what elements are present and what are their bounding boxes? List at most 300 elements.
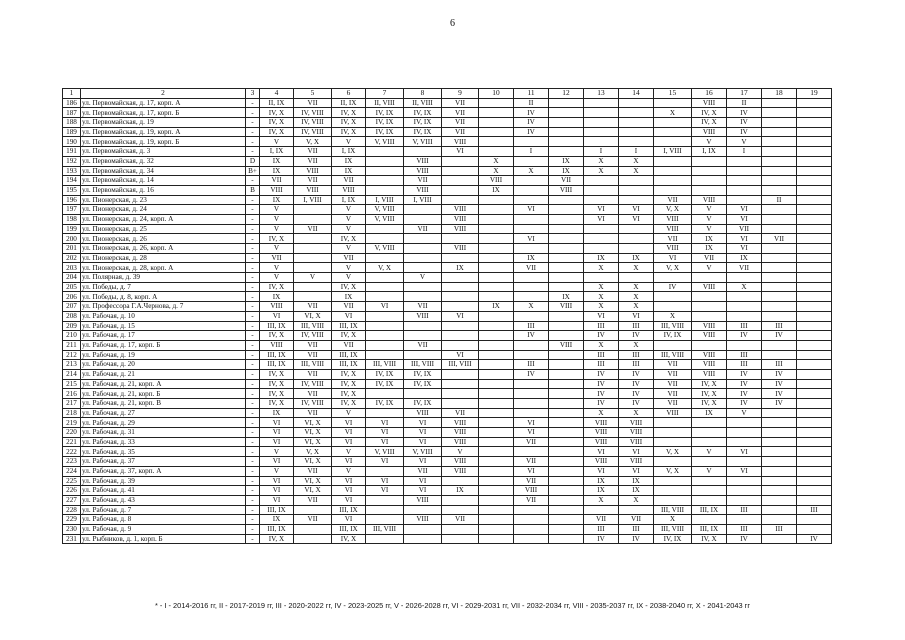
schedule-cell (654, 127, 692, 137)
schedule-cell (442, 156, 479, 166)
schedule-cell: VIII (692, 369, 727, 379)
row-number: 195 (63, 185, 81, 195)
schedule-cell: III, IX (260, 505, 294, 515)
schedule-cell (514, 534, 549, 544)
schedule-cell (797, 379, 832, 389)
schedule-cell (797, 282, 832, 292)
schedule-cell: III (727, 360, 762, 370)
schedule-cell: VII (584, 515, 619, 525)
schedule-cell (762, 495, 797, 505)
address-cell: ул. Пионерская, д. 25 (81, 224, 246, 234)
row-number: 186 (63, 98, 81, 108)
schedule-cell: V (260, 263, 294, 273)
schedule-cell: III, VIII (654, 350, 692, 360)
schedule-cell: IV, X (260, 399, 294, 409)
schedule-cell (294, 214, 332, 224)
schedule-cell: IV, X (692, 534, 727, 544)
schedule-cell: VII (549, 176, 584, 186)
schedule-cell: V, VIII (366, 214, 404, 224)
address-cell: ул. Рабочая, д. 19 (81, 350, 246, 360)
schedule-cell: - (246, 292, 260, 302)
schedule-cell: VI (619, 466, 654, 476)
schedule-cell: VI (442, 311, 479, 321)
schedule-cell: VII (654, 369, 692, 379)
schedule-cell: III, VIII (366, 360, 404, 370)
table-row (63, 98, 832, 108)
schedule-cell: V (332, 137, 366, 147)
schedule-cell: VI (404, 437, 442, 447)
schedule-cell: VII (332, 176, 366, 186)
schedule-cell: X (584, 166, 619, 176)
schedule-cell (549, 418, 584, 428)
table-row (63, 476, 832, 486)
schedule-cell: VI (260, 428, 294, 438)
schedule-cell: IV, X (332, 399, 366, 409)
schedule-cell (762, 263, 797, 273)
schedule-cell (797, 147, 832, 157)
schedule-cell (619, 137, 654, 147)
row-number: 222 (63, 447, 81, 457)
schedule-cell (692, 156, 727, 166)
schedule-cell: - (246, 340, 260, 350)
schedule-cell (549, 273, 584, 283)
schedule-cell: III (727, 524, 762, 534)
schedule-cell: VI (260, 495, 294, 505)
schedule-cell (692, 476, 727, 486)
schedule-cell (762, 534, 797, 544)
schedule-cell (549, 127, 584, 137)
schedule-cell: VII (442, 408, 479, 418)
schedule-cell: VIII (654, 224, 692, 234)
schedule-cell (727, 437, 762, 447)
schedule-cell: IX (584, 486, 619, 496)
table-row (63, 360, 832, 370)
schedule-cell: - (246, 147, 260, 157)
schedule-cell (727, 156, 762, 166)
address-cell: ул. Рабочая, д. 33 (81, 437, 246, 447)
schedule-cell: V, X (294, 447, 332, 457)
schedule-cell: VI (366, 302, 404, 312)
schedule-cell: IV (797, 534, 832, 544)
schedule-cell: VIII (442, 466, 479, 476)
schedule-cell: IV (654, 282, 692, 292)
schedule-cell: - (246, 495, 260, 505)
schedule-cell (514, 515, 549, 525)
address-cell: ул. Первомайская, д. 3 (81, 147, 246, 157)
schedule-cell: VI (366, 476, 404, 486)
address-cell: ул. Рабочая, д. 29 (81, 418, 246, 428)
schedule-cell: IV (619, 534, 654, 544)
schedule-cell (514, 156, 549, 166)
table-row (63, 408, 832, 418)
schedule-cell: VII (654, 195, 692, 205)
schedule-cell (692, 428, 727, 438)
schedule-cell: IV, X (332, 369, 366, 379)
table-row (63, 263, 832, 273)
row-number: 202 (63, 253, 81, 263)
address-cell: ул. Рабочая, д. 37 (81, 457, 246, 467)
schedule-cell (549, 379, 584, 389)
schedule-cell: VIII (549, 340, 584, 350)
schedule-cell: III (619, 360, 654, 370)
row-number: 196 (63, 195, 81, 205)
schedule-cell (514, 340, 549, 350)
schedule-cell: I, VIII (404, 195, 442, 205)
schedule-cell: VIII (260, 185, 294, 195)
schedule-cell: X (619, 166, 654, 176)
schedule-cell: IV, IX (404, 369, 442, 379)
schedule-cell: III, IX (260, 321, 294, 331)
schedule-cell: X (619, 495, 654, 505)
schedule-cell (479, 118, 514, 128)
schedule-cell: - (246, 515, 260, 525)
schedule-cell: IV (584, 369, 619, 379)
address-cell: ул. Рабочая, д. 43 (81, 495, 246, 505)
schedule-cell: VIII (692, 331, 727, 341)
schedule-cell: V (442, 447, 479, 457)
schedule-cell (479, 282, 514, 292)
schedule-cell: IX (260, 292, 294, 302)
schedule-cell: VII (332, 302, 366, 312)
table-row (63, 214, 832, 224)
schedule-cell: X (619, 282, 654, 292)
schedule-cell: IV, X (332, 331, 366, 341)
row-number: 192 (63, 156, 81, 166)
schedule-cell: V (727, 408, 762, 418)
schedule-cell: III, IX (260, 524, 294, 534)
schedule-cell: V (332, 244, 366, 254)
schedule-cell: - (246, 408, 260, 418)
header-cell: 5 (294, 89, 332, 99)
schedule-cell (549, 534, 584, 544)
schedule-cell (762, 166, 797, 176)
schedule-cell (549, 466, 584, 476)
schedule-cell: VI (619, 214, 654, 224)
schedule-cell (366, 321, 404, 331)
schedule-cell (404, 282, 442, 292)
table-row (63, 437, 832, 447)
schedule-cell (404, 214, 442, 224)
schedule-cell: VII (654, 389, 692, 399)
schedule-cell: VII (762, 234, 797, 244)
schedule-cell: IV, IX (654, 534, 692, 544)
schedule-cell (762, 486, 797, 496)
address-cell: ул. Рабочая, д. 20 (81, 360, 246, 370)
schedule-cell: III, IX (692, 524, 727, 534)
address-cell: ул. Рабочая, д. 21, корп. Б (81, 389, 246, 399)
schedule-cell: X (584, 495, 619, 505)
address-cell: ул. Рабочая, д. 21, корп. А (81, 379, 246, 389)
schedule-cell (762, 302, 797, 312)
schedule-cell (294, 263, 332, 273)
schedule-cell: IX (584, 253, 619, 263)
schedule-cell: IV, X (260, 234, 294, 244)
schedule-cell: VIII (619, 428, 654, 438)
schedule-cell: IV, X (260, 369, 294, 379)
schedule-cell: VIII (404, 166, 442, 176)
address-cell: ул. Рабочая, д. 31 (81, 428, 246, 438)
schedule-cell: X (584, 156, 619, 166)
schedule-cell: VI (584, 311, 619, 321)
row-number: 211 (63, 340, 81, 350)
schedule-cell: IV (762, 389, 797, 399)
schedule-cell: IV, IX (654, 331, 692, 341)
schedule-cell: VI (727, 214, 762, 224)
schedule-cell: IV, IX (366, 369, 404, 379)
schedule-cell (797, 418, 832, 428)
schedule-cell (479, 331, 514, 341)
schedule-cell: II, VIII (366, 98, 404, 108)
address-cell: ул. Пионерская, д. 28, корп. А (81, 263, 246, 273)
schedule-cell: III, IX (332, 360, 366, 370)
schedule-cell (584, 505, 619, 515)
schedule-cell (797, 457, 832, 467)
schedule-cell: IV (514, 369, 549, 379)
schedule-cell (762, 447, 797, 457)
schedule-cell (549, 331, 584, 341)
table-row (63, 127, 832, 137)
address-cell: ул. Первомайская, д. 19, корп. Б (81, 137, 246, 147)
schedule-cell: III (584, 524, 619, 534)
schedule-cell (514, 273, 549, 283)
schedule-cell (797, 428, 832, 438)
schedule-cell (762, 505, 797, 515)
schedule-cell (727, 166, 762, 176)
schedule-cell: VI (332, 418, 366, 428)
schedule-cell: IX (260, 195, 294, 205)
schedule-cell (762, 273, 797, 283)
schedule-cell (797, 137, 832, 147)
schedule-cell: V (727, 137, 762, 147)
schedule-cell (479, 524, 514, 534)
header-cell: 17 (727, 89, 762, 99)
schedule-cell (797, 205, 832, 215)
schedule-cell (654, 302, 692, 312)
schedule-cell (654, 98, 692, 108)
schedule-cell: VI (727, 447, 762, 457)
period-legend-footnote: * - I - 2014-2016 гг, II - 2017-2019 гг, III - 2020-2022 гг, IV - 2023-2025 гг, V - 2026-2028 гг, VI - 2029-2031 гг, VII - 2032-2034 гг, VIII - 2035-2037 гг, IX - 2038-2040 гг, X - 2041-2043 гг (154, 601, 751, 610)
schedule-cell (479, 369, 514, 379)
schedule-cell (654, 486, 692, 496)
schedule-cell (619, 98, 654, 108)
schedule-cell: V (260, 447, 294, 457)
schedule-cell: III, VIII (654, 524, 692, 534)
schedule-cell (479, 408, 514, 418)
schedule-cell (762, 156, 797, 166)
schedule-cell: VI (366, 428, 404, 438)
schedule-cell: - (246, 524, 260, 534)
schedule-cell: IV, X (332, 108, 366, 118)
address-cell: ул. Рабочая, д. 10 (81, 311, 246, 321)
schedule-cell (366, 234, 404, 244)
schedule-cell: VIII (692, 350, 727, 360)
schedule-cell (366, 253, 404, 263)
schedule-cell (514, 244, 549, 254)
schedule-cell: IX (584, 476, 619, 486)
schedule-cell: - (246, 282, 260, 292)
schedule-cell (366, 340, 404, 350)
schedule-cell: IV (762, 369, 797, 379)
row-number: 206 (63, 292, 81, 302)
schedule-cell (584, 176, 619, 186)
schedule-cell: VI (260, 476, 294, 486)
table-row (63, 486, 832, 496)
schedule-cell: VIII (332, 185, 366, 195)
schedule-cell: V (332, 447, 366, 457)
schedule-cell (514, 195, 549, 205)
schedule-cell: - (246, 437, 260, 447)
schedule-cell: VII (294, 302, 332, 312)
schedule-cell (479, 214, 514, 224)
schedule-cell: V (260, 224, 294, 234)
schedule-cell (404, 205, 442, 215)
header-cell: 11 (514, 89, 549, 99)
schedule-cell (366, 331, 404, 341)
schedule-cell (797, 437, 832, 447)
schedule-cell (366, 156, 404, 166)
schedule-cell (514, 408, 549, 418)
schedule-cell (366, 495, 404, 505)
schedule-cell: V (332, 224, 366, 234)
schedule-cell: II, IX (332, 98, 366, 108)
schedule-cell (797, 273, 832, 283)
schedule-cell: I, IX (332, 147, 366, 157)
schedule-cell: IX (692, 234, 727, 244)
schedule-cell (366, 282, 404, 292)
schedule-cell: III, IX (332, 350, 366, 360)
schedule-cell (727, 195, 762, 205)
schedule-cell (762, 127, 797, 137)
schedule-cell (442, 534, 479, 544)
schedule-cell: IV, IX (404, 399, 442, 409)
schedule-cell (366, 147, 404, 157)
schedule-cell (797, 224, 832, 234)
schedule-cell (797, 476, 832, 486)
table-row (63, 282, 832, 292)
schedule-cell: I (727, 147, 762, 157)
table-row (63, 466, 832, 476)
schedule-cell: VI (584, 214, 619, 224)
schedule-cell: IV (619, 369, 654, 379)
table-row (63, 379, 832, 389)
schedule-cell (762, 437, 797, 447)
schedule-cell: IV, X (692, 389, 727, 399)
schedule-cell: VIII (294, 166, 332, 176)
schedule-cell: VII (294, 495, 332, 505)
row-number: 218 (63, 408, 81, 418)
schedule-cell: IX (260, 408, 294, 418)
schedule-cell: VII (654, 379, 692, 389)
schedule-cell (479, 108, 514, 118)
schedule-cell (762, 118, 797, 128)
schedule-cell: III (797, 505, 832, 515)
schedule-cell: X (584, 282, 619, 292)
schedule-cell: III (727, 321, 762, 331)
schedule-cell: III, IX (332, 524, 366, 534)
header-cell: 19 (797, 89, 832, 99)
schedule-cell: VII (294, 515, 332, 525)
schedule-cell (479, 534, 514, 544)
schedule-cell: VII (294, 147, 332, 157)
schedule-cell: III, IX (332, 321, 366, 331)
schedule-cell (479, 98, 514, 108)
schedule-cell: IX (332, 156, 366, 166)
schedule-cell: VII (294, 389, 332, 399)
address-cell: ул. Первомайская, д. 14 (81, 176, 246, 186)
row-number: 199 (63, 224, 81, 234)
schedule-cell: II, IX (260, 98, 294, 108)
schedule-cell: IX (692, 408, 727, 418)
schedule-cell: VI, X (294, 311, 332, 321)
schedule-cell (514, 389, 549, 399)
schedule-cell: IV (619, 399, 654, 409)
schedule-cell: III (619, 321, 654, 331)
schedule-cell (442, 273, 479, 283)
schedule-cell: - (246, 98, 260, 108)
schedule-cell (404, 263, 442, 273)
schedule-cell: V, X (654, 205, 692, 215)
schedule-cell: B+ (246, 166, 260, 176)
schedule-cell: X (514, 302, 549, 312)
schedule-cell (479, 466, 514, 476)
schedule-cell (797, 108, 832, 118)
address-cell: ул. Полярная, д. 39 (81, 273, 246, 283)
row-number: 190 (63, 137, 81, 147)
schedule-cell (479, 379, 514, 389)
schedule-cell: V (404, 273, 442, 283)
schedule-cell (479, 244, 514, 254)
table-row (63, 176, 832, 186)
schedule-cell (549, 195, 584, 205)
schedule-cell: - (246, 321, 260, 331)
schedule-cell (404, 389, 442, 399)
address-cell: ул. Рабочая, д. 21 (81, 369, 246, 379)
schedule-cell: V, X (366, 263, 404, 273)
schedule-cell (366, 311, 404, 321)
schedule-cell: IV, IX (366, 379, 404, 389)
schedule-cell (797, 263, 832, 273)
schedule-cell (366, 224, 404, 234)
schedule-cell: X (479, 156, 514, 166)
schedule-cell: IV (727, 534, 762, 544)
address-cell: ул. Первомайская, д. 17, корп. А (81, 98, 246, 108)
schedule-cell (727, 495, 762, 505)
schedule-cell (797, 321, 832, 331)
schedule-cell: X (584, 292, 619, 302)
header-cell: 9 (442, 89, 479, 99)
schedule-cell (692, 292, 727, 302)
table-row (63, 321, 832, 331)
row-number: 212 (63, 350, 81, 360)
schedule-cell: VI (366, 486, 404, 496)
schedule-cell (654, 428, 692, 438)
header-cell: 3 (246, 89, 260, 99)
schedule-cell (404, 331, 442, 341)
schedule-cell: VIII (442, 137, 479, 147)
schedule-cell: IV (584, 379, 619, 389)
schedule-cell: III (584, 350, 619, 360)
address-cell: ул. Победы, д. 7 (81, 282, 246, 292)
schedule-cell: V (294, 273, 332, 283)
schedule-cell: VIII (404, 311, 442, 321)
schedule-cell: IV, X (332, 379, 366, 389)
address-cell: ул. Рабочая, д. 37, корп. А (81, 466, 246, 476)
schedule-cell (727, 486, 762, 496)
schedule-cell (549, 234, 584, 244)
schedule-cell: IX (514, 253, 549, 263)
schedule-cell: VI (514, 418, 549, 428)
schedule-cell (479, 234, 514, 244)
